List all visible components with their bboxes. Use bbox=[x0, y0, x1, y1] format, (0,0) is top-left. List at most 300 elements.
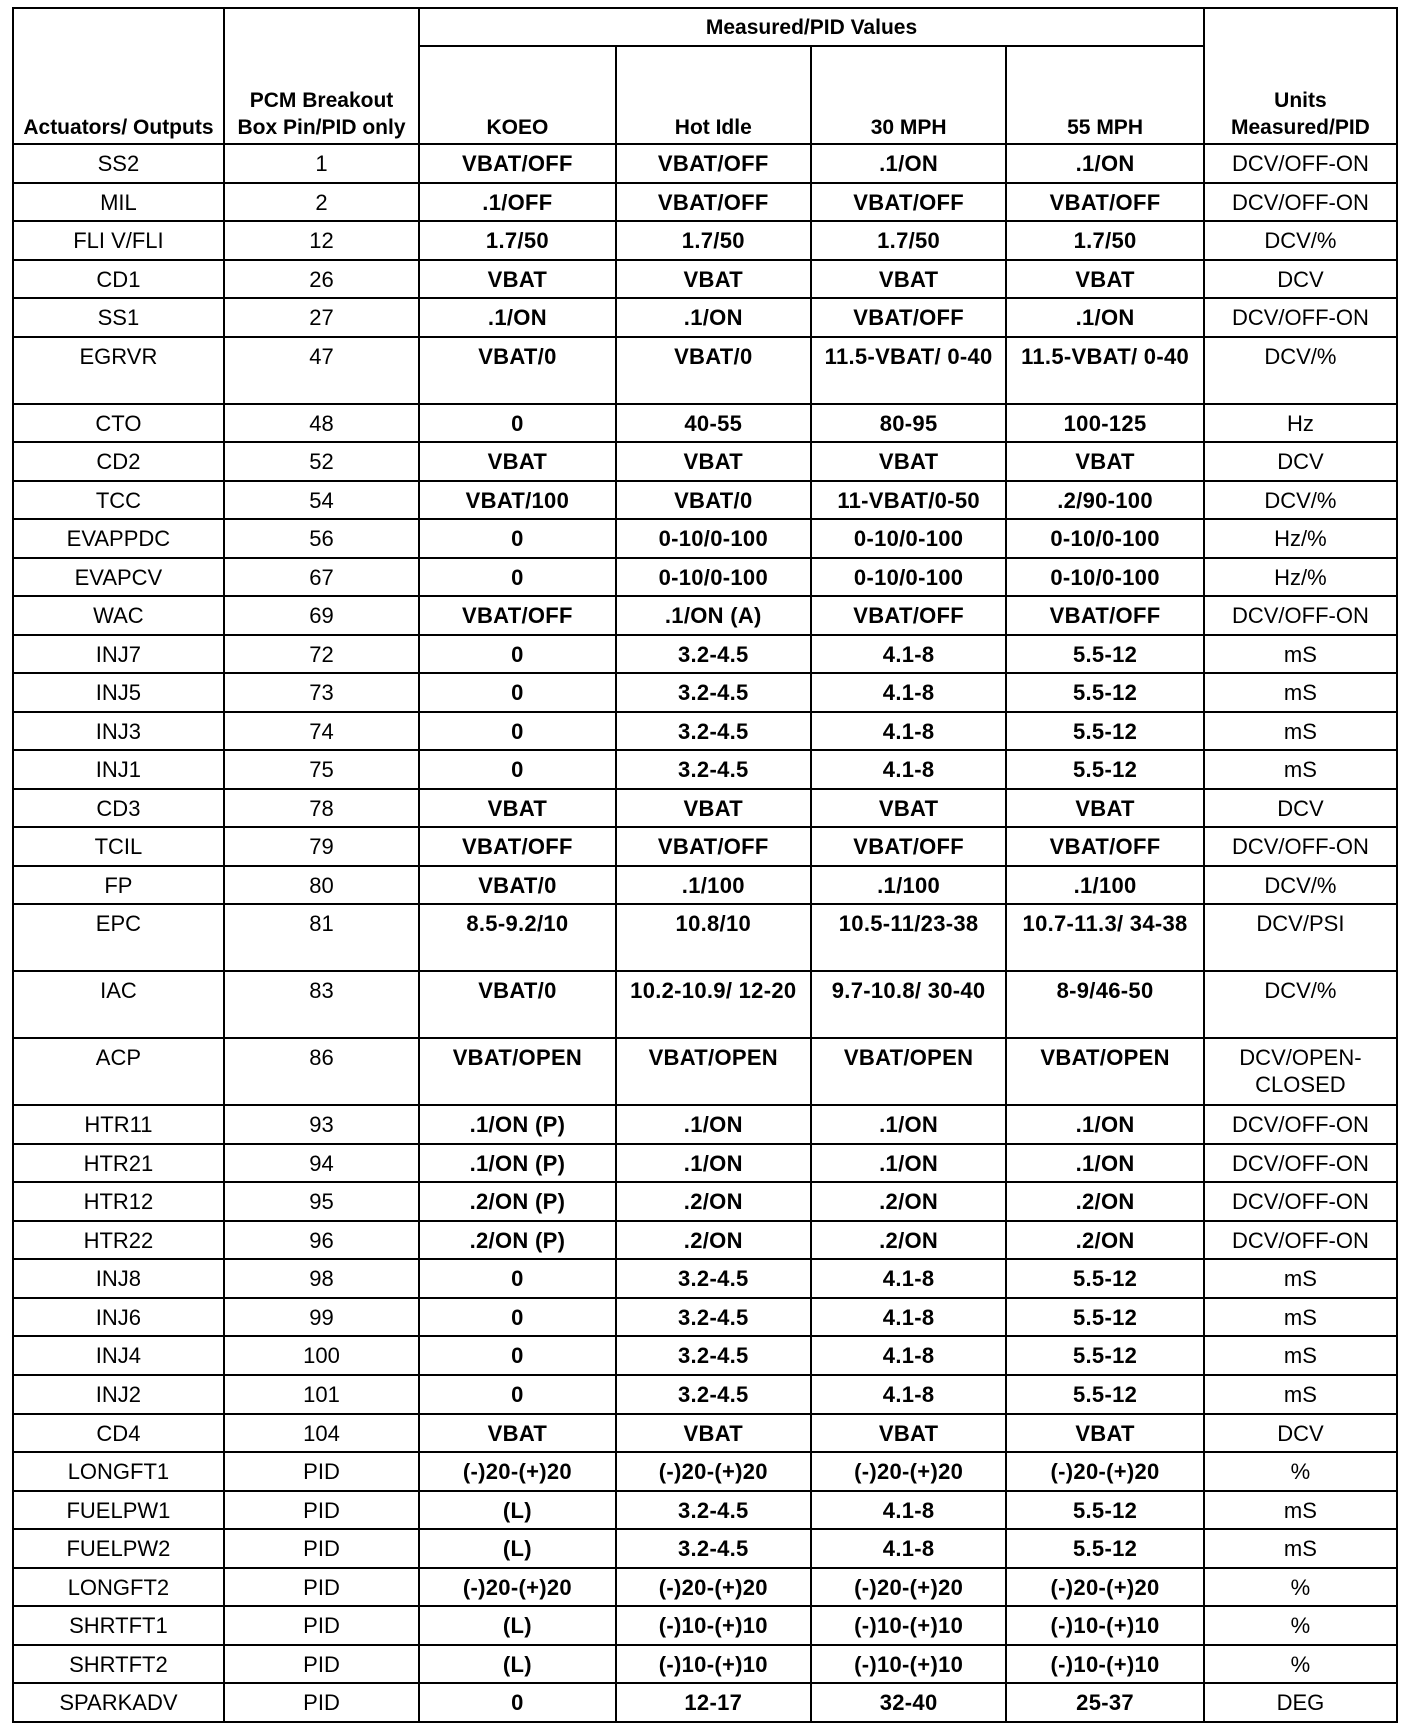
cell-30mph: 4.1-8 bbox=[811, 750, 1006, 789]
table-row bbox=[13, 1568, 1397, 1607]
cell-units: DCV/OFF-ON bbox=[1204, 298, 1397, 337]
cell-30mph: VBAT/OFF bbox=[811, 596, 1006, 635]
cell-30mph: VBAT/OFF bbox=[811, 183, 1006, 222]
cell-30mph: 10.5-11/23-38 bbox=[811, 904, 1006, 971]
cell-hot-idle: 1.7/50 bbox=[616, 221, 811, 260]
cell-55mph: (-)10-(+)10 bbox=[1006, 1645, 1204, 1684]
cell-pin: 96 bbox=[224, 1221, 419, 1260]
table-row bbox=[13, 1221, 1397, 1260]
cell-55mph: 5.5-12 bbox=[1006, 750, 1204, 789]
cell-koeo: VBAT/0 bbox=[419, 971, 615, 1038]
table-row bbox=[13, 1105, 1397, 1144]
cell-55mph: .2/90-100 bbox=[1006, 481, 1204, 520]
cell-hot-idle: .1/100 bbox=[616, 866, 811, 905]
cell-30mph: VBAT bbox=[811, 789, 1006, 828]
cell-actuator: FP bbox=[13, 866, 224, 905]
table-row bbox=[13, 144, 1397, 183]
cell-55mph: .1/ON bbox=[1006, 1144, 1204, 1183]
cell-pin: 80 bbox=[224, 866, 419, 905]
cell-hot-idle: VBAT/OFF bbox=[616, 827, 811, 866]
cell-pin: 86 bbox=[224, 1038, 419, 1105]
cell-actuator: IAC bbox=[13, 971, 224, 1038]
cell-actuator: TCIL bbox=[13, 827, 224, 866]
cell-30mph: 9.7-10.8/ 30-40 bbox=[811, 971, 1006, 1038]
cell-30mph: VBAT bbox=[811, 442, 1006, 481]
cell-koeo: 0 bbox=[419, 1336, 615, 1375]
cell-units: DCV/% bbox=[1204, 866, 1397, 905]
table-row bbox=[13, 1491, 1397, 1530]
cell-koeo: VBAT/100 bbox=[419, 481, 615, 520]
cell-pin: 12 bbox=[224, 221, 419, 260]
cell-hot-idle: 3.2-4.5 bbox=[616, 635, 811, 674]
cell-units: DCV/OFF-ON bbox=[1204, 144, 1397, 183]
cell-actuator: SPARKADV bbox=[13, 1683, 224, 1722]
cell-30mph: 0-10/0-100 bbox=[811, 519, 1006, 558]
cell-pin: 72 bbox=[224, 635, 419, 674]
cell-pin: PID bbox=[224, 1568, 419, 1607]
cell-55mph: VBAT bbox=[1006, 789, 1204, 828]
table-row bbox=[13, 1259, 1397, 1298]
cell-koeo: 0 bbox=[419, 1375, 615, 1414]
table-row bbox=[13, 1336, 1397, 1375]
cell-actuator: SS1 bbox=[13, 298, 224, 337]
cell-55mph: 5.5-12 bbox=[1006, 1298, 1204, 1337]
cell-30mph: 32-40 bbox=[811, 1683, 1006, 1722]
table-row bbox=[13, 442, 1397, 481]
cell-actuator: CD4 bbox=[13, 1414, 224, 1453]
cell-hot-idle: 3.2-4.5 bbox=[616, 712, 811, 751]
cell-30mph: 4.1-8 bbox=[811, 635, 1006, 674]
cell-units: DCV/% bbox=[1204, 971, 1397, 1038]
cell-30mph: .1/ON bbox=[811, 144, 1006, 183]
table-body bbox=[13, 144, 1397, 1722]
cell-koeo: .1/OFF bbox=[419, 183, 615, 222]
cell-55mph: 0-10/0-100 bbox=[1006, 558, 1204, 597]
cell-koeo: VBAT/OPEN bbox=[419, 1038, 615, 1105]
cell-hot-idle: (-)20-(+)20 bbox=[616, 1452, 811, 1491]
cell-55mph: 5.5-12 bbox=[1006, 1529, 1204, 1568]
cell-30mph: 4.1-8 bbox=[811, 673, 1006, 712]
cell-55mph: 11.5-VBAT/ 0-40 bbox=[1006, 337, 1204, 404]
cell-30mph: 4.1-8 bbox=[811, 1336, 1006, 1375]
cell-koeo: 0 bbox=[419, 1298, 615, 1337]
cell-hot-idle: .2/ON bbox=[616, 1221, 811, 1260]
cell-units: DCV/PSI bbox=[1204, 904, 1397, 971]
cell-hot-idle: VBAT/OFF bbox=[616, 144, 811, 183]
cell-units: DCV/% bbox=[1204, 221, 1397, 260]
cell-30mph: 4.1-8 bbox=[811, 1375, 1006, 1414]
cell-pin: 54 bbox=[224, 481, 419, 520]
cell-units: DCV/OFF-ON bbox=[1204, 1144, 1397, 1183]
table-row bbox=[13, 404, 1397, 443]
cell-55mph: (-)20-(+)20 bbox=[1006, 1452, 1204, 1491]
cell-hot-idle: (-)10-(+)10 bbox=[616, 1645, 811, 1684]
cell-pin: 69 bbox=[224, 596, 419, 635]
cell-55mph: VBAT/OFF bbox=[1006, 183, 1204, 222]
cell-units: mS bbox=[1204, 1529, 1397, 1568]
header-koeo: KOEO bbox=[419, 46, 615, 144]
cell-hot-idle: 3.2-4.5 bbox=[616, 1529, 811, 1568]
cell-55mph: 0-10/0-100 bbox=[1006, 519, 1204, 558]
cell-30mph: 11-VBAT/0-50 bbox=[811, 481, 1006, 520]
table-row bbox=[13, 866, 1397, 905]
table-row bbox=[13, 789, 1397, 828]
cell-55mph: VBAT/OFF bbox=[1006, 596, 1204, 635]
cell-koeo: 0 bbox=[419, 1259, 615, 1298]
cell-hot-idle: .2/ON bbox=[616, 1182, 811, 1221]
cell-units: DCV/% bbox=[1204, 481, 1397, 520]
cell-pin: 104 bbox=[224, 1414, 419, 1453]
cell-units: mS bbox=[1204, 1336, 1397, 1375]
table-row bbox=[13, 1038, 1397, 1105]
cell-units: mS bbox=[1204, 673, 1397, 712]
cell-pin: PID bbox=[224, 1529, 419, 1568]
cell-55mph: 5.5-12 bbox=[1006, 1491, 1204, 1530]
cell-units: mS bbox=[1204, 1375, 1397, 1414]
table-row bbox=[13, 1452, 1397, 1491]
cell-koeo: 1.7/50 bbox=[419, 221, 615, 260]
cell-koeo: VBAT/OFF bbox=[419, 144, 615, 183]
cell-hot-idle: VBAT bbox=[616, 789, 811, 828]
cell-koeo: .1/ON (P) bbox=[419, 1144, 615, 1183]
cell-30mph: (-)10-(+)10 bbox=[811, 1645, 1006, 1684]
cell-actuator: SHRTFT1 bbox=[13, 1606, 224, 1645]
cell-actuator: INJ7 bbox=[13, 635, 224, 674]
cell-units: % bbox=[1204, 1645, 1397, 1684]
pid-values-table bbox=[12, 7, 1398, 1723]
cell-koeo: VBAT bbox=[419, 442, 615, 481]
cell-55mph: 5.5-12 bbox=[1006, 673, 1204, 712]
cell-actuator: EPC bbox=[13, 904, 224, 971]
table-row bbox=[13, 596, 1397, 635]
cell-pin: PID bbox=[224, 1452, 419, 1491]
cell-hot-idle: 10.8/10 bbox=[616, 904, 811, 971]
cell-pin: 75 bbox=[224, 750, 419, 789]
cell-pin: 98 bbox=[224, 1259, 419, 1298]
cell-actuator: EVAPCV bbox=[13, 558, 224, 597]
cell-hot-idle: 0-10/0-100 bbox=[616, 519, 811, 558]
cell-pin: 73 bbox=[224, 673, 419, 712]
cell-30mph: 1.7/50 bbox=[811, 221, 1006, 260]
cell-units: % bbox=[1204, 1452, 1397, 1491]
cell-hot-idle: VBAT bbox=[616, 1414, 811, 1453]
cell-koeo: .2/ON (P) bbox=[419, 1182, 615, 1221]
cell-units: DCV/OFF-ON bbox=[1204, 827, 1397, 866]
cell-55mph: 25-37 bbox=[1006, 1683, 1204, 1722]
cell-pin: 1 bbox=[224, 144, 419, 183]
cell-actuator: INJ1 bbox=[13, 750, 224, 789]
cell-koeo: (L) bbox=[419, 1491, 615, 1530]
cell-units: DEG bbox=[1204, 1683, 1397, 1722]
cell-koeo: VBAT/OFF bbox=[419, 827, 615, 866]
cell-koeo: VBAT bbox=[419, 260, 615, 299]
cell-pin: PID bbox=[224, 1683, 419, 1722]
cell-units: mS bbox=[1204, 1259, 1397, 1298]
cell-30mph: .2/ON bbox=[811, 1221, 1006, 1260]
cell-55mph: .1/ON bbox=[1006, 144, 1204, 183]
table-row bbox=[13, 827, 1397, 866]
cell-hot-idle: 3.2-4.5 bbox=[616, 1491, 811, 1530]
cell-30mph: VBAT/OFF bbox=[811, 298, 1006, 337]
cell-30mph: .1/ON bbox=[811, 1144, 1006, 1183]
cell-actuator: MIL bbox=[13, 183, 224, 222]
cell-koeo: 0 bbox=[419, 404, 615, 443]
table-row bbox=[13, 1645, 1397, 1684]
cell-55mph: 5.5-12 bbox=[1006, 635, 1204, 674]
cell-actuator: CD1 bbox=[13, 260, 224, 299]
cell-hot-idle: (-)10-(+)10 bbox=[616, 1606, 811, 1645]
cell-55mph: VBAT bbox=[1006, 1414, 1204, 1453]
header-hot-idle: Hot Idle bbox=[616, 46, 811, 144]
cell-pin: 27 bbox=[224, 298, 419, 337]
table-row bbox=[13, 673, 1397, 712]
cell-units: DCV/OFF-ON bbox=[1204, 1182, 1397, 1221]
cell-30mph: 4.1-8 bbox=[811, 712, 1006, 751]
cell-actuator: FUELPW2 bbox=[13, 1529, 224, 1568]
cell-units: mS bbox=[1204, 750, 1397, 789]
table-row bbox=[13, 1144, 1397, 1183]
cell-30mph: VBAT/OFF bbox=[811, 827, 1006, 866]
cell-55mph: VBAT/OFF bbox=[1006, 827, 1204, 866]
cell-actuator: INJ4 bbox=[13, 1336, 224, 1375]
cell-hot-idle: 12-17 bbox=[616, 1683, 811, 1722]
table-row bbox=[13, 1683, 1397, 1722]
table-row bbox=[13, 750, 1397, 789]
table-row bbox=[13, 1375, 1397, 1414]
cell-koeo: .2/ON (P) bbox=[419, 1221, 615, 1260]
cell-actuator: HTR21 bbox=[13, 1144, 224, 1183]
cell-actuator: FUELPW1 bbox=[13, 1491, 224, 1530]
cell-hot-idle: VBAT/OFF bbox=[616, 183, 811, 222]
header-measured-group: Measured/PID Values bbox=[419, 8, 1204, 46]
cell-units: % bbox=[1204, 1568, 1397, 1607]
cell-30mph: 0-10/0-100 bbox=[811, 558, 1006, 597]
cell-actuator: INJ3 bbox=[13, 712, 224, 751]
cell-actuator: CD2 bbox=[13, 442, 224, 481]
cell-30mph: (-)10-(+)10 bbox=[811, 1606, 1006, 1645]
cell-55mph: 5.5-12 bbox=[1006, 1336, 1204, 1375]
cell-55mph: VBAT bbox=[1006, 442, 1204, 481]
cell-pin: 74 bbox=[224, 712, 419, 751]
cell-hot-idle: (-)20-(+)20 bbox=[616, 1568, 811, 1607]
cell-pin: 26 bbox=[224, 260, 419, 299]
table-row bbox=[13, 221, 1397, 260]
cell-55mph: .1/100 bbox=[1006, 866, 1204, 905]
cell-koeo: VBAT/0 bbox=[419, 337, 615, 404]
cell-units: mS bbox=[1204, 712, 1397, 751]
cell-units: mS bbox=[1204, 1491, 1397, 1530]
cell-actuator: HTR22 bbox=[13, 1221, 224, 1260]
cell-hot-idle: 40-55 bbox=[616, 404, 811, 443]
table-row bbox=[13, 558, 1397, 597]
cell-55mph: VBAT/OPEN bbox=[1006, 1038, 1204, 1105]
cell-actuator: LONGFT2 bbox=[13, 1568, 224, 1607]
cell-units: DCV bbox=[1204, 1414, 1397, 1453]
cell-units: DCV/OFF-ON bbox=[1204, 1105, 1397, 1144]
cell-pin: 2 bbox=[224, 183, 419, 222]
cell-30mph: 4.1-8 bbox=[811, 1298, 1006, 1337]
cell-pin: 48 bbox=[224, 404, 419, 443]
cell-units: DCV/OFF-ON bbox=[1204, 1221, 1397, 1260]
cell-55mph: .1/ON bbox=[1006, 1105, 1204, 1144]
cell-actuator: TCC bbox=[13, 481, 224, 520]
cell-hot-idle: 10.2-10.9/ 12-20 bbox=[616, 971, 811, 1038]
cell-actuator: WAC bbox=[13, 596, 224, 635]
cell-koeo: VBAT bbox=[419, 1414, 615, 1453]
header-30mph: 30 MPH bbox=[811, 46, 1006, 144]
cell-units: DCV bbox=[1204, 789, 1397, 828]
cell-pin: 52 bbox=[224, 442, 419, 481]
cell-pin: PID bbox=[224, 1645, 419, 1684]
cell-pin: 83 bbox=[224, 971, 419, 1038]
cell-pin: 78 bbox=[224, 789, 419, 828]
cell-pin: 56 bbox=[224, 519, 419, 558]
cell-30mph: VBAT bbox=[811, 260, 1006, 299]
table-row bbox=[13, 260, 1397, 299]
cell-units: mS bbox=[1204, 1298, 1397, 1337]
cell-koeo: (-)20-(+)20 bbox=[419, 1452, 615, 1491]
cell-units: % bbox=[1204, 1606, 1397, 1645]
cell-55mph: .2/ON bbox=[1006, 1182, 1204, 1221]
cell-hot-idle: 3.2-4.5 bbox=[616, 1298, 811, 1337]
cell-koeo: (-)20-(+)20 bbox=[419, 1568, 615, 1607]
cell-pin: 79 bbox=[224, 827, 419, 866]
table-row bbox=[13, 519, 1397, 558]
cell-actuator: EGRVR bbox=[13, 337, 224, 404]
cell-koeo: 8.5-9.2/10 bbox=[419, 904, 615, 971]
table-row bbox=[13, 971, 1397, 1038]
cell-hot-idle: 3.2-4.5 bbox=[616, 1375, 811, 1414]
cell-55mph: VBAT bbox=[1006, 260, 1204, 299]
cell-actuator: CTO bbox=[13, 404, 224, 443]
cell-koeo: 0 bbox=[419, 1683, 615, 1722]
cell-actuator: EVAPPDC bbox=[13, 519, 224, 558]
cell-koeo: .1/ON bbox=[419, 298, 615, 337]
cell-pin: 67 bbox=[224, 558, 419, 597]
cell-units: DCV/OPEN- CLOSED bbox=[1204, 1038, 1397, 1105]
cell-30mph: VBAT/OPEN bbox=[811, 1038, 1006, 1105]
cell-hot-idle: VBAT bbox=[616, 442, 811, 481]
cell-55mph: .1/ON bbox=[1006, 298, 1204, 337]
cell-koeo: (L) bbox=[419, 1529, 615, 1568]
cell-koeo: .1/ON (P) bbox=[419, 1105, 615, 1144]
cell-hot-idle: VBAT/0 bbox=[616, 337, 811, 404]
header-units: Units Measured/PID bbox=[1204, 8, 1397, 144]
cell-koeo: VBAT/0 bbox=[419, 866, 615, 905]
table-row bbox=[13, 635, 1397, 674]
cell-koeo: 0 bbox=[419, 750, 615, 789]
cell-pin: 47 bbox=[224, 337, 419, 404]
cell-30mph: VBAT bbox=[811, 1414, 1006, 1453]
table-row bbox=[13, 1606, 1397, 1645]
cell-55mph: (-)10-(+)10 bbox=[1006, 1606, 1204, 1645]
cell-units: DCV/OFF-ON bbox=[1204, 183, 1397, 222]
cell-55mph: 1.7/50 bbox=[1006, 221, 1204, 260]
cell-pin: 81 bbox=[224, 904, 419, 971]
table-row bbox=[13, 337, 1397, 404]
cell-30mph: .1/100 bbox=[811, 866, 1006, 905]
cell-30mph: (-)20-(+)20 bbox=[811, 1568, 1006, 1607]
cell-units: Hz/% bbox=[1204, 558, 1397, 597]
header-pin: PCM Breakout Box Pin/PID only bbox=[224, 8, 419, 144]
cell-hot-idle: .1/ON (A) bbox=[616, 596, 811, 635]
cell-hot-idle: 3.2-4.5 bbox=[616, 750, 811, 789]
cell-30mph: 80-95 bbox=[811, 404, 1006, 443]
cell-55mph: 100-125 bbox=[1006, 404, 1204, 443]
table-header bbox=[13, 8, 1397, 144]
cell-units: DCV bbox=[1204, 260, 1397, 299]
table-row bbox=[13, 1298, 1397, 1337]
cell-koeo: 0 bbox=[419, 519, 615, 558]
cell-koeo: 0 bbox=[419, 712, 615, 751]
header-55mph: 55 MPH bbox=[1006, 46, 1204, 144]
cell-units: Hz bbox=[1204, 404, 1397, 443]
cell-actuator: FLI V/FLI bbox=[13, 221, 224, 260]
cell-pin: 99 bbox=[224, 1298, 419, 1337]
cell-hot-idle: 3.2-4.5 bbox=[616, 1336, 811, 1375]
cell-actuator: INJ2 bbox=[13, 1375, 224, 1414]
table-row bbox=[13, 712, 1397, 751]
cell-30mph: 4.1-8 bbox=[811, 1259, 1006, 1298]
cell-actuator: HTR11 bbox=[13, 1105, 224, 1144]
cell-pin: 93 bbox=[224, 1105, 419, 1144]
table-row bbox=[13, 481, 1397, 520]
cell-55mph: 10.7-11.3/ 34-38 bbox=[1006, 904, 1204, 971]
cell-actuator: ACP bbox=[13, 1038, 224, 1105]
cell-30mph: .1/ON bbox=[811, 1105, 1006, 1144]
cell-55mph: (-)20-(+)20 bbox=[1006, 1568, 1204, 1607]
cell-hot-idle: .1/ON bbox=[616, 1144, 811, 1183]
cell-pin: 100 bbox=[224, 1336, 419, 1375]
cell-koeo: VBAT/OFF bbox=[419, 596, 615, 635]
table-row bbox=[13, 298, 1397, 337]
cell-hot-idle: VBAT bbox=[616, 260, 811, 299]
cell-koeo: 0 bbox=[419, 635, 615, 674]
cell-hot-idle: 3.2-4.5 bbox=[616, 1259, 811, 1298]
table-row bbox=[13, 1182, 1397, 1221]
cell-30mph: .2/ON bbox=[811, 1182, 1006, 1221]
cell-pin: 94 bbox=[224, 1144, 419, 1183]
cell-30mph: (-)20-(+)20 bbox=[811, 1452, 1006, 1491]
cell-55mph: 5.5-12 bbox=[1006, 712, 1204, 751]
cell-pin: 101 bbox=[224, 1375, 419, 1414]
cell-55mph: 8-9/46-50 bbox=[1006, 971, 1204, 1038]
cell-koeo: 0 bbox=[419, 673, 615, 712]
cell-units: Hz/% bbox=[1204, 519, 1397, 558]
cell-hot-idle: VBAT/OPEN bbox=[616, 1038, 811, 1105]
cell-hot-idle: .1/ON bbox=[616, 298, 811, 337]
cell-30mph: 11.5-VBAT/ 0-40 bbox=[811, 337, 1006, 404]
table-row bbox=[13, 183, 1397, 222]
cell-30mph: 4.1-8 bbox=[811, 1491, 1006, 1530]
cell-55mph: 5.5-12 bbox=[1006, 1375, 1204, 1414]
cell-55mph: .2/ON bbox=[1006, 1221, 1204, 1260]
cell-units: DCV bbox=[1204, 442, 1397, 481]
cell-actuator: HTR12 bbox=[13, 1182, 224, 1221]
cell-units: DCV/% bbox=[1204, 337, 1397, 404]
cell-hot-idle: 3.2-4.5 bbox=[616, 673, 811, 712]
cell-actuator: INJ8 bbox=[13, 1259, 224, 1298]
cell-actuator: SHRTFT2 bbox=[13, 1645, 224, 1684]
cell-hot-idle: 0-10/0-100 bbox=[616, 558, 811, 597]
cell-pin: PID bbox=[224, 1491, 419, 1530]
cell-30mph: 4.1-8 bbox=[811, 1529, 1006, 1568]
cell-55mph: 5.5-12 bbox=[1006, 1259, 1204, 1298]
cell-koeo: VBAT bbox=[419, 789, 615, 828]
cell-actuator: LONGFT1 bbox=[13, 1452, 224, 1491]
cell-hot-idle: .1/ON bbox=[616, 1105, 811, 1144]
cell-koeo: (L) bbox=[419, 1606, 615, 1645]
